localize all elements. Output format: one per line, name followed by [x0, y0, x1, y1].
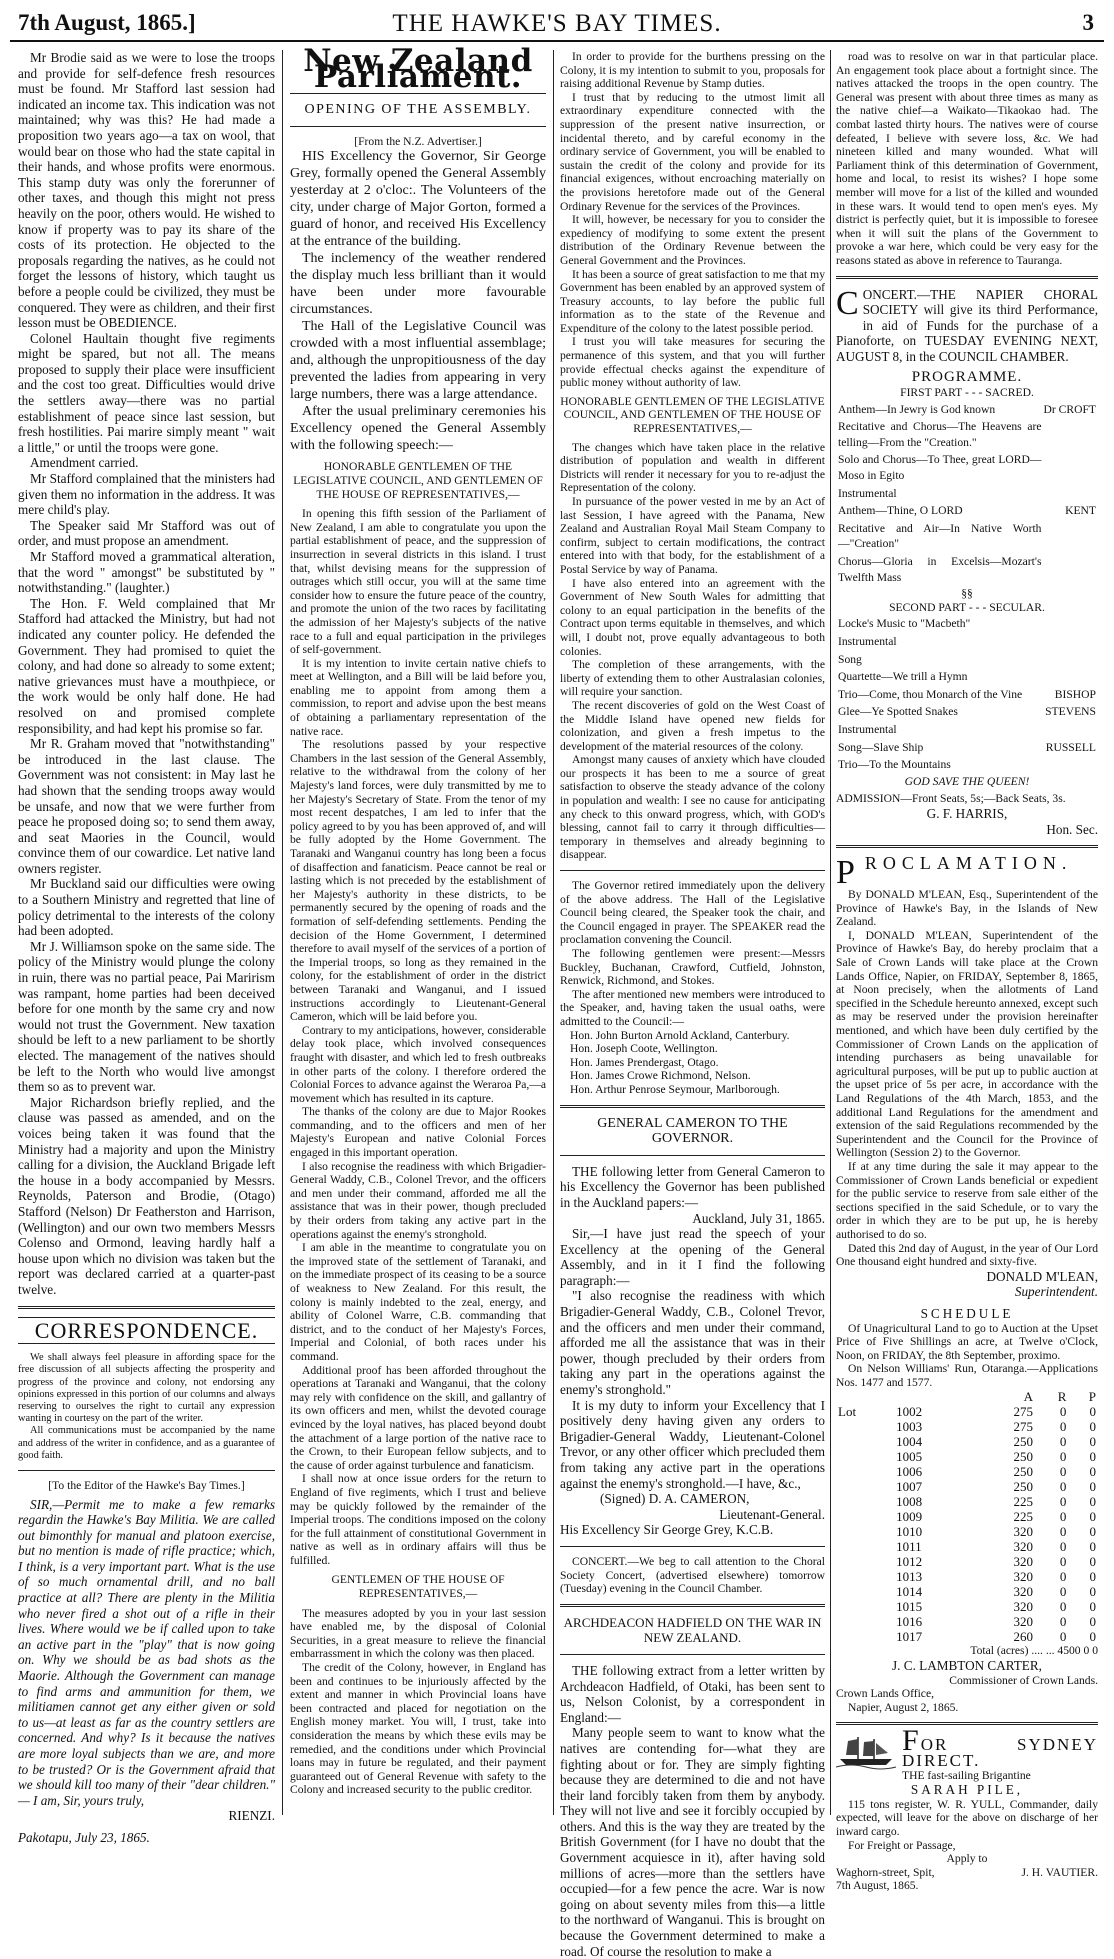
house-text	[290, 1607, 546, 1797]
drop-cap: F	[902, 1724, 921, 1758]
member-entry: Hon. James Crowe Richmond, Nelson.	[570, 1069, 751, 1083]
schedule-run: On Nelson Williams' Run, Otaranga.—Applications Nos. 1477 and 1577.	[836, 1362, 1098, 1389]
governor-speech	[290, 507, 546, 1567]
schedule-cell: 320	[1013, 1569, 1034, 1585]
schedule-cell: 0	[1089, 1629, 1096, 1645]
schedule-lot-number: 1013	[896, 1569, 923, 1585]
paragraph: The recent discoveries of gold on the West Coast of the Middle Island have opened new fields for colonization, and given a fresh impetus to the development of the material resources of the colony.	[560, 698, 825, 753]
paragraph: I have also entered into an agreement with the Government of New South Wales for admitting that colony to an equal participation in the benefits of the Contract upon terms equitable in themselves, and which will, I doubt not, prove equally advantageous to both colonies.	[560, 576, 825, 658]
schedule-cell: 0	[1059, 1524, 1067, 1540]
agent-name: J. H. VAUTIER.	[1021, 1865, 1098, 1879]
programme-piece: Anthem—In Jewry is God known	[838, 402, 996, 416]
paragraph: The Speaker said Mr Stafford was out of order, and must propose an amendment.	[18, 517, 275, 549]
paragraph: The Hall of the Legislative Council was crowded with a most influential assemblage; and, although the unpropitiousness of the day prevented the ladies from appearing in very large numbers, there was a large attendance.	[290, 319, 546, 403]
paragraph: In opening this fifth session of the Parliament of New Zealand, I am able to congratulate you upon the partial establishment of peace, and the suppression of insurrection in several districts in this island. I trust that, whilst devising means for the suppression of outrages which still occur, you will at the same time consider how to ensure the future peace of the country, and promote the union of the two races by facilitating the admission of her Majesty's subjects of the native race to a full and equal participation in the privileges of self-government.	[290, 507, 546, 657]
schedule-lot-number: 1017	[896, 1629, 923, 1645]
paragraph: It will, however, be necessary for you to consider the expediency of modifying to some extent the present distribution of the Ordinary Revenue between the General Government and the Provinces.	[560, 213, 825, 267]
programme-composer	[1041, 616, 1096, 632]
programme-composer	[1041, 652, 1096, 668]
paragraph: I shall now at once issue orders for the return to England of five regiments, which I trust and believe may be quickly followed by the remainder of the Imperial troops. The conditions imposed on the colony for the full attainment of constitutional Government in native as well as in ordinary affairs will thus be fulfilled.	[290, 1472, 546, 1567]
programme-piece: Trio—Come, thou Monarch of the Vine	[838, 687, 1023, 701]
issue-date: 7th August, 1865.]	[18, 10, 196, 35]
editorial-notice-2: All communications must be accompanied by the name and address of the writer in confidence, and as a guarantee of good faith.	[18, 1425, 275, 1461]
paragraph: The thanks of the colony are due to Major Rookes commanding, and to the officers and men of her Majesty's European and native Colonial Forces engaged in this important operation.	[290, 1105, 546, 1160]
programme-item	[838, 503, 1096, 519]
programme-piece: Recitative and Air—In Native Worth—"Creation"	[838, 521, 1042, 551]
ad-date: 7th August, 1865.	[836, 1879, 919, 1893]
programme-piece: Trio—To the Mountains	[838, 758, 951, 772]
divider	[18, 1470, 275, 1471]
schedule-header-cell: R	[1057, 1389, 1067, 1405]
schedule-lot-number: 1015	[896, 1599, 923, 1615]
programme-item	[838, 452, 1096, 483]
schedule-row	[836, 1479, 1098, 1494]
schedule-cell: 320	[1013, 1554, 1034, 1570]
page-number: 3	[1082, 10, 1094, 35]
schedule-cell: 0	[1089, 1539, 1096, 1555]
schedule-cell: 320	[1013, 1524, 1034, 1540]
divider	[836, 1722, 1098, 1725]
schedule-cell: 0	[1089, 1479, 1096, 1495]
programme-item	[838, 616, 1096, 632]
schedule-row	[836, 1569, 1098, 1584]
member-entry: Hon. John Burton Arnold Ackland, Canterbury.	[570, 1028, 790, 1042]
paragraph: THE following extract from a letter written by Archdeacon Hadfield, of Otaki, has been sent to us, Nelson Colonist, by a correspondent in England:—	[560, 1662, 825, 1725]
paragraph: Mr Stafford moved a grammatical alteration, that the word " amongst" be substituted by " notwithstanding." (laughter.)	[18, 549, 275, 596]
schedule-cell: 320	[1013, 1599, 1034, 1615]
editorial-notice: We shall always feel pleasure in affording space for the free discussion of all subjects affecting the prosperity and progress of the province and colony, not endorsing any opinions expressed in this portion of our columns and always reserving to ourselves the right to curtail any expression wanting in courtesy on the part of the writer.	[18, 1352, 275, 1425]
paragraph: The measures adopted by you in your last session have enabled me, by the disposal of Colonial Securities, in a great measure to relieve the financial embarrassment in which the colony was then placed.	[290, 1606, 546, 1661]
land-schedule-table	[836, 1389, 1098, 1644]
hadfield-continued: road was to resolve on war in that particular place. An engagement took place about a fortnight since. The natives attacked the troops in the open country. The General was present with about three times as many as the native chief—a Waikato—Tikaokao had. The combat lasted thirty hours. The natives were of course defeated, I believe with severe loss, &c. We had nineteen killed and many wounded. What will Parliament think of this determination of Government, home and local, to resist its wishes? I hope some member will move for a list of the killed and wounded in these wars. It would tend to open men's eyes. My district is perfectly quiet, but it is impossible to foresee when it will suit the plans of the Government to provoke a war here, which could be very easy for the reasons stated as above in reference to Tauranga.	[836, 50, 1098, 267]
proclamation-heading: ROCLAMATION.	[864, 853, 1073, 874]
proclamation-body-2: If at any time during the sale it may appear to the Commissioner of Crown Lands beneficial or expedient for the public service to reserve from sale either of the sections specified in the said Schedule, or to vary the order in which they are to be put up, he is hereby authorised to do so.	[836, 1159, 1098, 1241]
paragraph: In order to provide for the burthens pressing on the Colony, it is my intention to submit to you, proposals for raising additional Revenue by Stamp duties.	[560, 50, 825, 91]
schedule-cell: 0	[1089, 1569, 1096, 1585]
column-2	[290, 43, 546, 1815]
paragraph: The resolutions passed by your respective Chambers in the last session of the General Assembly, relative to the withdrawal from the colony of her Majesty's land forces, were duly transmitted by me to her Majesty's Secretary of State. From the tenor of my most recent despatches, I am led to infer that the policy agreed to by you has been approved of, and will be fully adopted by the Home Government. The Taranaki and Wanganui country has long been a focus of disaffection and fanaticism. Peace cannot be real or lasting which is not preceded by the establishment of her Majesty's authority in these districts, to be permanently secured by the opening of roads and the formation of self-defending settlements. Pending the decision of the Home Government, I determined therefore to avail myself of the services of a portion of the Imperial troops, so long as they remained in the colony, for the establishment of order in the district between Taranaki and Wanganui, and I issued instructions accordingly to Lieutenant-General Cameron, which will be laid before you.	[290, 738, 546, 1024]
new-members-list	[560, 1029, 825, 1097]
superintendent-title: Superintendent.	[1014, 1284, 1098, 1300]
programme-item	[838, 486, 1096, 502]
paragraph: The inclemency of the weather rendered the display much less brilliant than it would have been under more favourable circumstances.	[290, 251, 546, 318]
proclamation-dated: Dated this 2nd day of August, in the year of Our Lord One thousand eight hundred and sixty-five.	[836, 1241, 1098, 1269]
agent-address: Waghorn-street, Spit,	[836, 1865, 935, 1879]
paragraph: "I also recognise the readiness with which Brigadier-General Waddy, C.B., Colonel Trevor, and the officers and men under their command, afforded me all the assistance that was in their power, though precluded by their orders from taking any part in the operations against the enemy's stronghold."	[560, 1288, 825, 1398]
schedule-total: Total (acres) .... ... 4500 0 0	[970, 1644, 1098, 1658]
schedule-row	[836, 1509, 1098, 1524]
schedule-lot-label	[836, 1449, 894, 1464]
schedule-cell: 0	[1059, 1509, 1067, 1525]
proclamation-by: By DONALD M'LEAN, Esq., Superintendent of the Province of Hawke's Bay, in the Islands of New Zealand.	[836, 888, 1098, 929]
schedule-cell: 0	[1089, 1554, 1096, 1570]
schedule-lot-label	[836, 1539, 894, 1554]
letter-signature: RIENZI.	[228, 1808, 275, 1824]
schedule-cell: 0	[1059, 1434, 1067, 1450]
second-part-heading: SECOND PART - - - SECULAR.	[889, 600, 1045, 614]
programme-part-2	[836, 614, 1098, 774]
paragraph: It is my intention to invite certain native chiefs to meet at Wellington, and a Bill will be laid before you, enabling me to appoint from among them a commission, to report and advise upon the best means of obtaining a parliamentary representation of the native race.	[290, 656, 546, 738]
column-3	[560, 50, 825, 1959]
schedule-cell: 0	[1089, 1464, 1096, 1480]
secretary-name: G. F. HARRIS,	[926, 805, 1008, 821]
schedule-row	[836, 1464, 1098, 1479]
letter-heading: [To the Editor of the Hawke's Bay Times.]	[48, 1478, 245, 1492]
schedule-header-cell	[894, 1389, 973, 1404]
section-masthead: New Zealand Parliament.	[303, 43, 533, 95]
schedule-cell: 0	[1059, 1464, 1067, 1480]
schedule-cell: 0	[1059, 1569, 1067, 1585]
paragraph: HIS Excellency the Governor, Sir George Grey, formally opened the General Assembly yesterday at 2 o'cloc:. The Volunteers of the city, under charge of Major Gorton, formed a guard of honor, and received His Excellency at the entrance of the building.	[290, 149, 546, 250]
programme-composer	[1041, 669, 1096, 685]
schedule-cell: 250	[1013, 1434, 1034, 1450]
schedule-intro: Of Unagricultural Land to go to Auction at the Upset Price of Five Shillings an acre, at Twelve o'Clock, Noon, on FRIDAY, the 8th September, proximo.	[836, 1321, 1098, 1362]
schedule-cell: 0	[1089, 1599, 1096, 1615]
crown-lands-date: Napier, August 2, 1865.	[848, 1700, 959, 1714]
programme-item	[838, 687, 1096, 703]
schedule-lot-label	[836, 1614, 894, 1629]
schedule-header-cell	[836, 1389, 894, 1404]
schedule-cell: 0	[1059, 1614, 1067, 1630]
page-header	[10, 8, 1104, 42]
schedule-lot-label	[836, 1434, 894, 1449]
hadfield-heading: ARCHDEACON HADFIELD ON THE WAR IN NEW ZEALAND.	[563, 1614, 822, 1646]
schedule-lot-number: 1012	[896, 1554, 923, 1570]
schedule-lot-label	[836, 1479, 894, 1494]
schedule-cell: 0	[1059, 1554, 1067, 1570]
programme-piece: Instrumental	[838, 722, 897, 736]
schedule-cell: 320	[1013, 1614, 1034, 1630]
paragraph: The following gentlemen were present:—Messrs Buckley, Buchanan, Crawford, Cutfield, Johnston, Renwick, Richmond, and Stokes.	[560, 947, 825, 988]
programme-item	[838, 402, 1096, 418]
programme-item	[838, 419, 1096, 450]
programme-piece: Quartette—We trill a Hymn	[838, 670, 968, 684]
programme-item	[838, 722, 1096, 738]
schedule-lot-label	[836, 1584, 894, 1599]
paragraph: Amendment carried.	[30, 455, 139, 471]
drop-cap: C	[836, 284, 859, 322]
paragraph: I also recognise the readiness with which Brigadier-General Waddy, C.B., Colonel Trevor, and the officers and men under their command, afforded me all the assistance that was in their power, though precluded by their orders from taking any active part in the operations against the enemy's stronghold.	[290, 1159, 546, 1241]
paragraph: Additional proof has been afforded throughout the operations at Taranaki and Wanganui, that the colony may rely with confidence on the skill, and gallantry of its own officers and men, whilst the devoted courage evinced by the loyal natives, has placed beyond doubt the attachment of a large portion of the native race to the Crown, to their European fellow subjects, and to the cause of order against turbulence and fanaticism.	[290, 1363, 546, 1472]
admission-prices: ADMISSION—Front Seats, 5s;—Back Seats, 3s.	[836, 792, 1066, 806]
programme-item	[838, 652, 1096, 668]
schedule-lot-label: Lot	[838, 1404, 857, 1420]
paragraph: Sir,—I have just read the speech of your Excellency at the opening of the General Assembly, and in it I find the following paragraph:—	[560, 1226, 825, 1288]
schedule-heading: SCHEDULE	[920, 1305, 1014, 1321]
programme-item	[838, 757, 1096, 773]
council-heading: HONORABLE GENTLEMEN OF THE LEGISLATIVE COUNCIL, AND GENTLEMEN OF THE HOUSE OF REPRESENTATIVES,—	[560, 394, 825, 436]
schedule-cell: 0	[1059, 1494, 1067, 1510]
programme-piece: Instrumental	[838, 486, 897, 500]
correspondence-heading: CORRESPONDENCE.	[18, 1317, 275, 1345]
schedule-lot-number: 1010	[896, 1524, 923, 1540]
paragraph: The credit of the Colony, however, in England has been and continues to be injuriously affected by the extent and manner in which Provincial loans have been contracted and placed for negotiation on the English money market. You will, I trust, take into consideration the means by which these evils may be remedied, and the conditions under which Provincial loans may in future be regulated, and their payment guaranteed out of General Revenue with safety to the Colony and increased security to the public creditor.	[290, 1661, 546, 1797]
concert-announcement: ONCERT.—THE NAPIER CHORAL SOCIETY will give its third Performance, in aid of Funds for the purchase of a Pianoforte, on TUESDAY EVENING NEXT, AUGUST 8, in the COUNCIL CHAMBER.	[836, 286, 1098, 364]
programme-item	[838, 554, 1096, 585]
schedule-row	[836, 1584, 1098, 1599]
column-1	[18, 50, 275, 1845]
member-entry: Hon. Arthur Penrose Seymour, Marlborough.	[570, 1082, 780, 1096]
programme-piece: Glee—Ye Spotted Snakes	[838, 705, 958, 719]
paragraph: Many people seem to want to know what the natives are contending for—what they are fighting about or for. They are simply fighting because they are determined to die and not have their land forcibly taken from them by anybody. They will not live and see it forcibly occupied by others. And this is the way they are treated by the British Government (for I have no doubt that the Government acquiesce in it), after having sold millions of acres—more than the settlers have occupied—for a few pence the acre. War is now going on about seventy miles from this—a little to the northward of Wanganui. This is brought on because the Government determined to make a road. Of course the resolution to make a	[560, 1725, 825, 1959]
commissioner-title: Commissioner of Crown Lands.	[949, 1673, 1098, 1687]
proclamation	[836, 853, 1098, 1714]
member-entry: Hon. James Prendergast, Otago.	[570, 1055, 719, 1069]
programme-piece: Anthem—Thine, O LORD	[838, 504, 963, 518]
programme-piece: Song—Slave Ship	[838, 740, 924, 754]
schedule-lot-label	[836, 1569, 894, 1584]
schedule-cell: 0	[1059, 1419, 1067, 1435]
schedule-lot-label	[836, 1464, 894, 1479]
paragraph: Mr Buckland said our difficulties were owing to a Southern Ministry and regretted that line of policy detrimental to the interests of the colony had been adopted.	[18, 876, 275, 939]
paragraph: The after mentioned new members were introduced to the Speaker, and, having taken the usual oaths, were admitted to the Council:—	[560, 987, 825, 1028]
paragraph: I trust you will take measures for securing the permanence of this system, and that you will further provide effectual checks against the expenditure of public money without authority of law.	[560, 335, 825, 390]
paragraph: The Governor retired immediately upon the delivery of the above address. The Hall of the Legislative Council being cleared, the Speaker took the chair, and the Council engaged in prayer. The SPEAKER read the proclamation convening the Council.	[560, 879, 825, 947]
section-mark: §§	[961, 587, 973, 601]
hadfield-letter	[560, 1663, 825, 1959]
schedule-row	[836, 1494, 1098, 1509]
cameron-signature: (Signed) D. A. CAMERON,	[600, 1491, 750, 1507]
schedule-header-row	[836, 1389, 1098, 1404]
cameron-heading: GENERAL CAMERON TO THE GOVERNOR.	[597, 1115, 788, 1147]
schedule-cell: 0	[1089, 1449, 1096, 1465]
secretary-title: Hon. Sec.	[1046, 821, 1098, 837]
schedule-cell: 0	[1059, 1599, 1067, 1615]
paragraph: Mr Stafford complained that the ministers had given them no information in the address. It was mere child's play.	[18, 471, 275, 518]
schedule-lot-label	[836, 1599, 894, 1614]
divider	[836, 276, 1098, 279]
programme-piece: Chorus—Gloria in Excelsis—Mozart's Twelfth Mass	[838, 555, 1042, 584]
programme-item	[838, 521, 1096, 552]
council-proceedings	[560, 879, 825, 1029]
schedule-lot-number: 1006	[896, 1464, 923, 1480]
programme-item	[838, 740, 1096, 756]
cameron-letter	[560, 1226, 825, 1491]
programme-composer	[1041, 722, 1096, 738]
cameron-date: Auckland, July 31, 1865.	[692, 1210, 825, 1226]
schedule-cell: 275	[1013, 1419, 1034, 1435]
programme-composer	[1043, 521, 1096, 552]
freight-line: For Freight or Passage,	[848, 1838, 956, 1852]
ship-icon	[836, 1733, 896, 1769]
divider	[560, 1155, 825, 1156]
concert-note: CONCERT.—We beg to call attention to the Choral Society Concert, (advertised elsewhere) tomorrow (Tuesday) evening in the Council Chamber.	[560, 1554, 825, 1596]
programme-piece: Solo and Chorus—To Thee, great LORD—Moso in Egito	[838, 453, 1042, 483]
paragraph: After the usual preliminary ceremonies his Excellency opened the General Assembly with the following speech:—	[290, 404, 546, 454]
programme-composer	[1043, 554, 1096, 585]
article-subheading: OPENING OF THE ASSEMBLY.	[304, 102, 532, 118]
schedule-cell: 225	[1013, 1509, 1034, 1525]
schedule-cell: 0	[1089, 1494, 1096, 1510]
schedule-cell: 0	[1059, 1449, 1067, 1465]
programme-composer: STEVENS	[1045, 705, 1096, 719]
paragraph: Amongst many causes of anxiety which have clouded our prospects it has been to me a source of great satisfaction to observe the steady advance of the colony in population and wealth: I see no cause for anticipating any check to this onward progress, which, with GOD's blessing, cannot fail to carry it through difficulties—temporary in themselves and already beginning to disappear.	[560, 753, 825, 862]
schedule-row	[836, 1614, 1098, 1629]
schedule-lot-label	[836, 1419, 894, 1434]
schedule-lot-label	[836, 1629, 894, 1644]
schedule-cell: 0	[1089, 1419, 1096, 1435]
divider	[560, 870, 825, 871]
schedule-cell: 320	[1013, 1539, 1034, 1555]
paragraph: Mr R. Graham moved that "notwithstanding" be introduced in the last clause. The Government was not consistent: in May last he had shown that the sending troops away would be unsafe, and now that we were further from peace he proposed doing so; to send them away, and seat Maories in the Council, would convince them of our cowardice. Let native land owners register.	[18, 736, 275, 876]
programme-composer	[1043, 452, 1096, 483]
column-rule	[282, 50, 283, 1815]
schedule-lot-number: 1016	[896, 1614, 923, 1630]
schedule-cell: 0	[1089, 1524, 1096, 1540]
programme-piece: Locke's Music to "Macbeth"	[838, 617, 971, 631]
schedule-cell: 0	[1089, 1404, 1096, 1420]
schedule-lot-number: 1008	[896, 1494, 923, 1510]
schedule-lot-number: 1005	[896, 1449, 923, 1465]
programme-composer	[1043, 486, 1096, 502]
ship-name: SARAH PILE,	[910, 1782, 1024, 1798]
anthem-line: GOD SAVE THE QUEEN!	[904, 774, 1030, 788]
opening-text	[290, 148, 546, 454]
schedule-row	[836, 1629, 1098, 1644]
programme-item	[838, 634, 1096, 650]
schedule-cell: 260	[1013, 1629, 1034, 1645]
schedule-row	[836, 1524, 1098, 1539]
divider	[836, 845, 1098, 848]
programme-part-1	[836, 400, 1098, 588]
paragraph: It is my duty to inform your Excellency that I positively deny having given any orders to Brigadier-General Waddy, Lieutenant-Colonel Trevor, or any other officer which precluded them from taking any active part in the operations against the enemy's stronghold.—I have, &c.,	[560, 1397, 825, 1491]
programme-piece: Song	[838, 652, 862, 666]
divider	[560, 1654, 825, 1655]
letter-body: SIR,—Permit me to make a few remarks regardin the Hawke's Bay Militia. We are called out bimonthly for manual and platoon exercise, but no mention is made of rifle practice; which, I think, is a very important part. What is the use of so much ornamental drill, and no ball practice at all? There are plenty in the Militia who never fired a shot out of a rifle in their lives. Where would we be if called upon to take an active part in the "play" that is now going on. Why we should be as bad shots as the Maorie. Although the Government can manage to find arms and ammunition for them, we militiamen cannot get any either given or sold to us—at least as far as the country settlers are concerned. And why? Is it because the natives are more loyal subjects than we are, and more to be trusted? Or is the Government afraid that we should kill too many of their "dear children." — I am, Sir, yours truly,	[18, 1496, 275, 1808]
drop-cap: P	[836, 854, 861, 892]
schedule-cell: 250	[1013, 1479, 1034, 1495]
newspaper-title: THE HAWKE'S BAY TIMES.	[392, 10, 722, 37]
schedule-row	[836, 1404, 1098, 1419]
brigantine-line: THE fast-sailing Brigantine	[902, 1768, 1031, 1782]
programme-item	[838, 704, 1096, 720]
paragraph: It has been a source of great satisfaction to me that my Government has been enabled by an approved system of Treasury accounts, to lay before the public full information as to the state of the Revenue and Expenditure of the colony to the latest possible period.	[560, 267, 825, 335]
concert-advertisement	[836, 284, 1098, 838]
programme-composer: RUSSELL	[1045, 740, 1096, 754]
sydney-heading: OR SYDNEY DIRECT.	[902, 1735, 1098, 1771]
programme-composer: BISHOP	[1054, 687, 1096, 701]
schedule-cell: 0	[1059, 1629, 1067, 1645]
speech-continued	[560, 50, 825, 390]
schedule-lot-label	[836, 1554, 894, 1569]
paragraph: Contrary to my anticipations, however, considerable delay took place, which involved consequences fraught with disaster, and which led to fresh outbreaks in other parts of the colony. I therefore ordered the Colonial Forces to advance against the Weraroa Pa,—a movement which has resulted in its capture.	[290, 1023, 546, 1105]
shipping-advertisement	[836, 1724, 1098, 1893]
programme-composer: Dr CROFT	[1043, 402, 1096, 416]
house-heading: GENTLEMEN OF THE HOUSE OF REPRESENTATIVES,—	[331, 1573, 505, 1601]
programme-piece: Instrumental	[838, 634, 897, 648]
cameron-rank: Lieutenant-General.	[719, 1506, 825, 1522]
address-heading: HONORABLE GENTLEMEN OF THE LEGISLATIVE COUNCIL, AND GENTLEMEN OF THE HOUSE OF REPRESENTATIVES,—	[293, 460, 543, 501]
paragraph: In pursuance of the power vested in me by an Act of last Session, I have agreed with the Panama, New Zealand and Australian Royal Mail Steam Company to confirm, subject to certain modifications, the contract entered into with that body, for the establishment of a Postal Service by way of Panama.	[560, 495, 825, 576]
divider	[560, 1604, 825, 1607]
speech-continued-2	[560, 441, 825, 862]
paragraph: Major Richardson briefly replied, and the clause was passed as amended, and on the voices being taken it was found that the Ministry had a majority and upon the Ministry calling for a division, the Auckland Brigade left the house in a body accompanied by Messrs. Reynolds, Paterson and Brodie, (Otago) Stafford (Nelson) Dr Featherston and Harrison, (Wellington) and our own two members Messrs Colenso and Ormond, leaving hardly half a house upon which no division was taken but the report was declared carried at a quarter-past twelve.	[18, 1094, 275, 1297]
letter-place-date: Pakotapu, July 23, 1865.	[18, 1829, 150, 1845]
paragraph: I trust that by reducing to the utmost limit all extraordinary expenditure connected with the suppression of the present native insurrection, or incidental thereto, and by careful economy in the ordinary service of Government, you will be enabled to sustain the credit of the colony and provide for its financial exigences, without encroaching materially on the provisions heretofore made out of the General Ordinary Revenue for the services of the Provinces.	[560, 90, 825, 213]
schedule-cell: 250	[1013, 1449, 1034, 1465]
schedule-cell: 0	[1089, 1509, 1096, 1525]
article-source: [From the N.Z. Advertiser.]	[354, 134, 482, 148]
schedule-cell: 0	[1089, 1614, 1096, 1630]
schedule-row	[836, 1449, 1098, 1464]
column-4	[836, 50, 1098, 1893]
schedule-row	[836, 1434, 1098, 1449]
divider	[560, 1546, 825, 1547]
schedule-cell: 275	[1013, 1404, 1034, 1420]
schedule-lot-number: 1004	[896, 1434, 923, 1450]
paragraph: Mr Brodie said as we were to lose the troops and provide for self-defence fresh resources must be found. Mr Stafford last session had indicated an income tax. This indication was not maintained; why was this? He had made a proposition two years ago—a tax on wool, that would bear on those who had the state capital in their hands, and whose profits were enormous. This stamp duty was only the forerunner of other taxes, and though this might not press heavily on the poor, others would. He wished to know if property was to pay its share of the costs of its protection. He objected to the proposals regarding the natives, as he could not forget the lessons of history, which taught us before a people could be civilized, they must be conquered. They were as children, and their first lesson must be OBEDIENCE.	[18, 50, 275, 331]
divider	[18, 1306, 275, 1309]
paragraph: The completion of these arrangements, with the liberty of extending them to other Australasian colonies, will require your sanction.	[560, 658, 825, 699]
member-entry: Hon. Joseph Coote, Wellington.	[570, 1042, 718, 1056]
schedule-lot-label	[836, 1494, 894, 1509]
programme-composer	[1043, 419, 1096, 450]
schedule-lot-label	[836, 1524, 894, 1539]
schedule-row	[836, 1554, 1098, 1569]
paragraph: The changes which have taken place in the relative distribution of population and wealth in different Districts will render it necessary for you to re-adjust the Representation of the colony.	[560, 440, 825, 495]
schedule-cell: 250	[1013, 1464, 1034, 1480]
schedule-row	[836, 1539, 1098, 1554]
schedule-row	[836, 1599, 1098, 1614]
paragraph: Mr J. Williamson spoke on the same side. The policy of the Ministry would plunge the colony in ruin, there was no partial peace, Pai Marirism was rampant, home parties had been deceived before for one month by the same cry and now would not trust the Government. New taxation should be left to a new parliament to be shortly elected. The management of the natives should be left to the North who would live amongst them so as to prevent war.	[18, 938, 275, 1095]
ship-description: 115 tons register, W. R. YULL, Commander, daily expected, will leave for the above on discharge of her inward cargo.	[836, 1797, 1098, 1838]
column-rule	[830, 50, 831, 1815]
commissioner-name: J. C. LAMBTON CARTER,	[892, 1658, 1042, 1674]
schedule-cell: 0	[1089, 1434, 1096, 1450]
schedule-lot-number: 1007	[896, 1479, 923, 1495]
schedule-header-cell: P	[1088, 1389, 1096, 1405]
schedule-lot-number: 1003	[896, 1419, 923, 1435]
first-part-heading: FIRST PART - - - SACRED.	[900, 386, 1034, 400]
divider	[290, 126, 546, 127]
programme-piece: Recitative and Chorus—The Heavens are telling—From the "Creation."	[838, 420, 1042, 449]
schedule-cell: 225	[1013, 1494, 1034, 1510]
schedule-lot-label	[836, 1509, 894, 1524]
schedule-header-cell: A	[1023, 1389, 1034, 1405]
paragraph: The Hon. F. Weld complained that Mr Stafford had attacked the Ministry, but had not indicated any counter policy. He defended the Government. They had promised to quiet the colony, and had done so already to some extent; native grievances must have a mouthpiece, or the work would be only half done. He had resolved on and promised complete responsibility, and had kept his promise so far.	[18, 595, 275, 736]
schedule-cell: 0	[1089, 1584, 1096, 1600]
schedule-lot-number: 1011	[896, 1539, 922, 1555]
column-rule	[553, 50, 554, 1815]
programme-title: PROGRAMME.	[911, 369, 1023, 386]
schedule-cell: 0	[1059, 1404, 1067, 1420]
schedule-lot-number: 1002	[896, 1404, 923, 1420]
schedule-cell: 320	[1013, 1584, 1034, 1600]
paragraph: Colonel Haultain thought five regiments might be spared, but not all. The means proposed to supply their place were insufficient and the cost too great. Difficulties would drive the settlers away—there was no partial establishment of peace since last session, but fresh hostilities. Pai marire simply meant " wait a little," or until the troops were gone.	[18, 330, 275, 455]
programme-composer	[1041, 634, 1096, 650]
cameron-addressee: His Excellency Sir George Grey, K.C.B.	[560, 1522, 774, 1538]
schedule-cell: 0	[1059, 1539, 1067, 1555]
divider	[560, 1105, 825, 1108]
schedule-row	[836, 1419, 1098, 1434]
programme-composer: KENT	[1065, 504, 1096, 518]
proclamation-body: I, DONALD M'LEAN, Superintendent of the Province of Hawke's Bay, do hereby proclaim that a Sale of Crown Lands will take place at the Crown Lands Office, Napier, on FRIDAY, September 8, 1865, at Noon precisely, when the allotments of Land specified in the Schedule hereunto annexed, except such as may be reserved under the provision hereinafter mentioned, and which have been duly certified by the Commissioner of Crown Lands on the application of intending purchasers as being unavailable for agricultural purposes, will be put up to public auction at the upset price of 5s per acre, in accordance with the Land Regulations of the 4th March, 1853, and the additional Land Regulations for the amendment and extension of the said Regulations recommended by the Superintendent and the Council for the Province of Wellington (Session 2) to the Governor.	[836, 928, 1098, 1160]
schedule-cell: 0	[1059, 1584, 1067, 1600]
schedule-lot-number: 1009	[896, 1509, 923, 1525]
cameron-intro: THE following letter from General Cameron to his Excellency the Governor has been published in the Auckland papers:—	[560, 1163, 825, 1210]
schedule-cell: 0	[1059, 1479, 1067, 1495]
superintendent-name: DONALD M'LEAN,	[986, 1268, 1098, 1284]
crown-lands-office: Crown Lands Office,	[836, 1687, 934, 1701]
schedule-lot-number: 1014	[896, 1584, 923, 1600]
paragraph: I am able in the meantime to congratulate you on the improved state of the settlement of Taranaki, and on the immediate prospect of its ceasing to be a source of weakness to New Zealand. For this result, the colony is mainly indebted to the zeal, energy, and ability of Colonel Warre, C.B. commanding that district, and to the conduct of her Majesty's Forces, Imperial and Colonial, of both races under his command.	[290, 1241, 546, 1363]
programme-item	[838, 669, 1096, 685]
apply-line: Apply to	[946, 1852, 988, 1866]
parliament-debate-text	[18, 50, 275, 1298]
programme-composer	[1041, 757, 1096, 773]
